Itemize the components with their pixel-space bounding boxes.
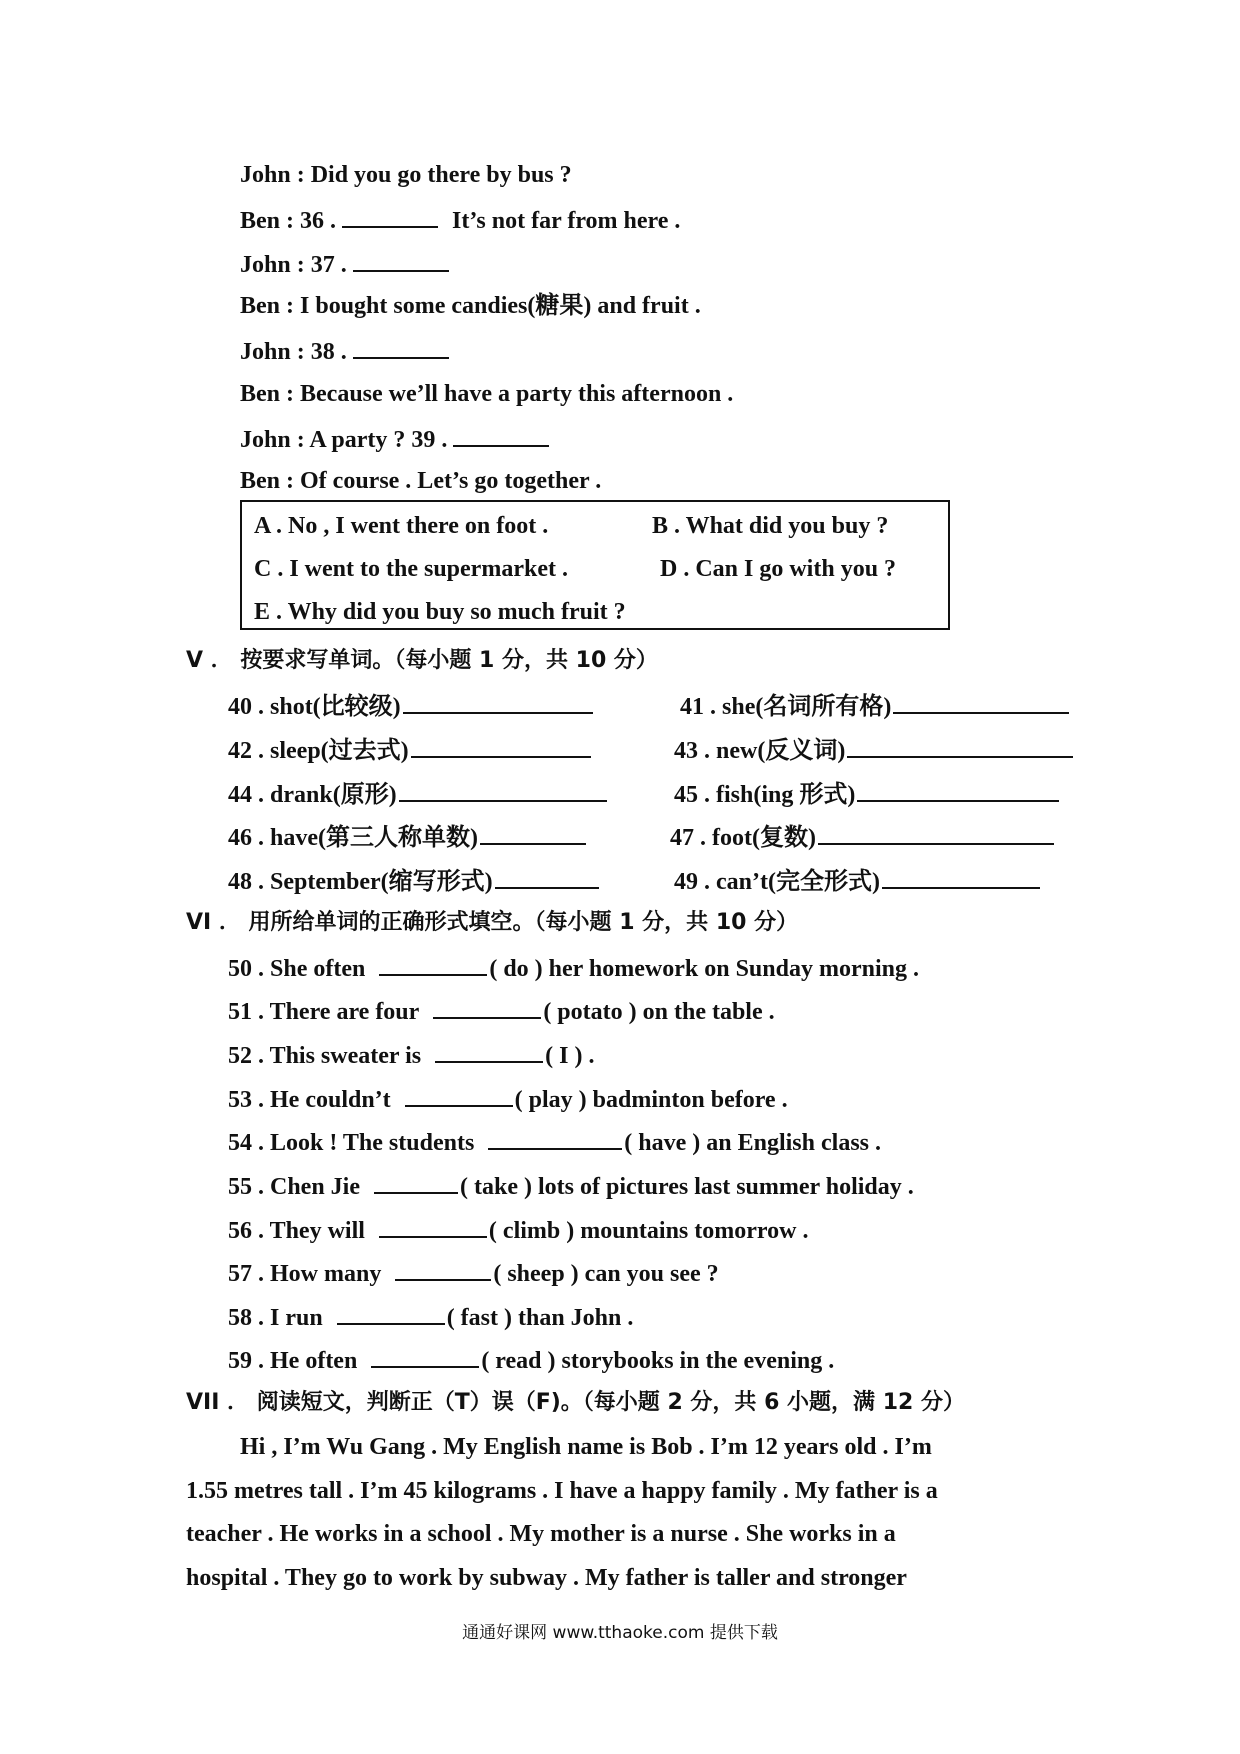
item-47: 47 . foot(复数) [670,821,1062,853]
passage-line-3: teacher . He works in a school . My mother is a nurse . She works in a [186,1521,896,1547]
item-41: 41 . she(名词所有格) [680,690,1077,722]
passage-line-4: hospital . They go to work by subway . My father is taller and stronger [186,1565,907,1591]
item-57: 57 . How many ( sheep ) can you see ? [228,1257,719,1289]
page-footer: 通通好课网 www.tthaoke.com 提供下载 [462,1623,778,1643]
answer-blank-48[interactable] [495,865,599,889]
item-56: 56 . They will ( climb ) mountains tomorrow . [228,1214,808,1246]
answer-blank-43[interactable] [847,734,1073,758]
answer-blank-54[interactable] [488,1126,622,1150]
answer-blank-47[interactable] [818,821,1054,845]
option-b: B . What did you buy ? [652,513,889,539]
dialogue-line-1: John : Did you go there by bus ? [240,162,572,188]
answer-blank-50[interactable] [379,952,487,976]
option-e: E . Why did you buy so much fruit ? [254,599,626,625]
answer-blank-45[interactable] [857,778,1059,802]
answer-blank-49[interactable] [882,865,1040,889]
option-a: A . No , I went there on foot . [254,513,549,539]
item-40: 40 . shot(比较级) [228,690,601,722]
item-51: 51 . There are four ( potato ) on the table . [228,995,775,1027]
item-58: 58 . I run ( fast ) than John . [228,1301,633,1333]
answer-blank-57[interactable] [395,1257,491,1281]
section-7-heading: VII ． 阅读短文，判断正（T）误（F)。（每小题 2 分，共 6 小题，满 12 分） [186,1390,965,1415]
item-44: 44 . drank(原形) [228,778,615,810]
item-45: 45 . fish(ing 形式) [674,778,1067,810]
dialogue-line-4: Ben : I bought some candies(糖果) and fruit . [240,293,701,319]
answer-blank-42[interactable] [411,734,591,758]
item-53: 53 . He couldn’t ( play ) badminton before . [228,1083,788,1115]
answer-blank-53[interactable] [405,1083,513,1107]
answer-blank-38[interactable] [353,335,449,359]
dialogue-line-3: John : 37 . [240,248,457,280]
dialogue-line-6: Ben : Because we’ll have a party this afternoon . [240,381,734,407]
passage-line-2: 1.55 metres tall . I’m 45 kilograms . I have a happy family . My father is a [186,1478,938,1504]
answer-blank-46[interactable] [480,821,586,845]
item-55: 55 . Chen Jie ( take ) lots of pictures last summer holiday . [228,1170,914,1202]
item-54: 54 . Look ! The students ( have ) an English class . [228,1126,881,1158]
item-48: 48 . September(缩写形式) [228,865,607,897]
item-59: 59 . He often ( read ) storybooks in the evening . [228,1344,834,1376]
dialogue-line-2: Ben : 36 . It’s not far from here . [240,204,680,236]
options-box [240,500,950,630]
answer-blank-52[interactable] [435,1039,543,1063]
item-42: 42 . sleep(过去式) [228,734,599,766]
dialogue-line-5: John : 38 . [240,335,457,367]
answer-blank-56[interactable] [379,1214,487,1238]
section-5-heading: V ． 按要求写单词。（每小题 1 分，共 10 分） [186,648,658,673]
answer-blank-40[interactable] [403,690,593,714]
answer-blank-59[interactable] [371,1344,479,1368]
section-6-heading: VI ． 用所给单词的正确形式填空。（每小题 1 分，共 10 分） [186,910,799,935]
option-d: D . Can I go with you ? [660,556,897,582]
item-46: 46 . have(第三人称单数) [228,821,594,853]
answer-blank-41[interactable] [893,690,1069,714]
answer-blank-51[interactable] [433,995,541,1019]
answer-blank-55[interactable] [374,1170,458,1194]
answer-blank-37[interactable] [353,248,449,272]
item-50: 50 . She often ( do ) her homework on Sunday morning . [228,952,919,984]
answer-blank-44[interactable] [399,778,607,802]
item-52: 52 . This sweater is ( I ) . [228,1039,594,1071]
item-49: 49 . can’t(完全形式) [674,865,1048,897]
dialogue-line-7: John : A party ? 39 . [240,423,557,455]
answer-blank-36[interactable] [342,204,438,228]
answer-blank-39[interactable] [453,423,549,447]
option-c: C . I went to the supermarket . [254,556,568,582]
dialogue-line-8: Ben : Of course . Let’s go together . [240,468,602,494]
answer-blank-58[interactable] [337,1301,445,1325]
item-43: 43 . new(反义词) [674,734,1081,766]
passage-line-1: Hi , I’m Wu Gang . My English name is Bob . I’m 12 years old . I’m [240,1434,932,1460]
